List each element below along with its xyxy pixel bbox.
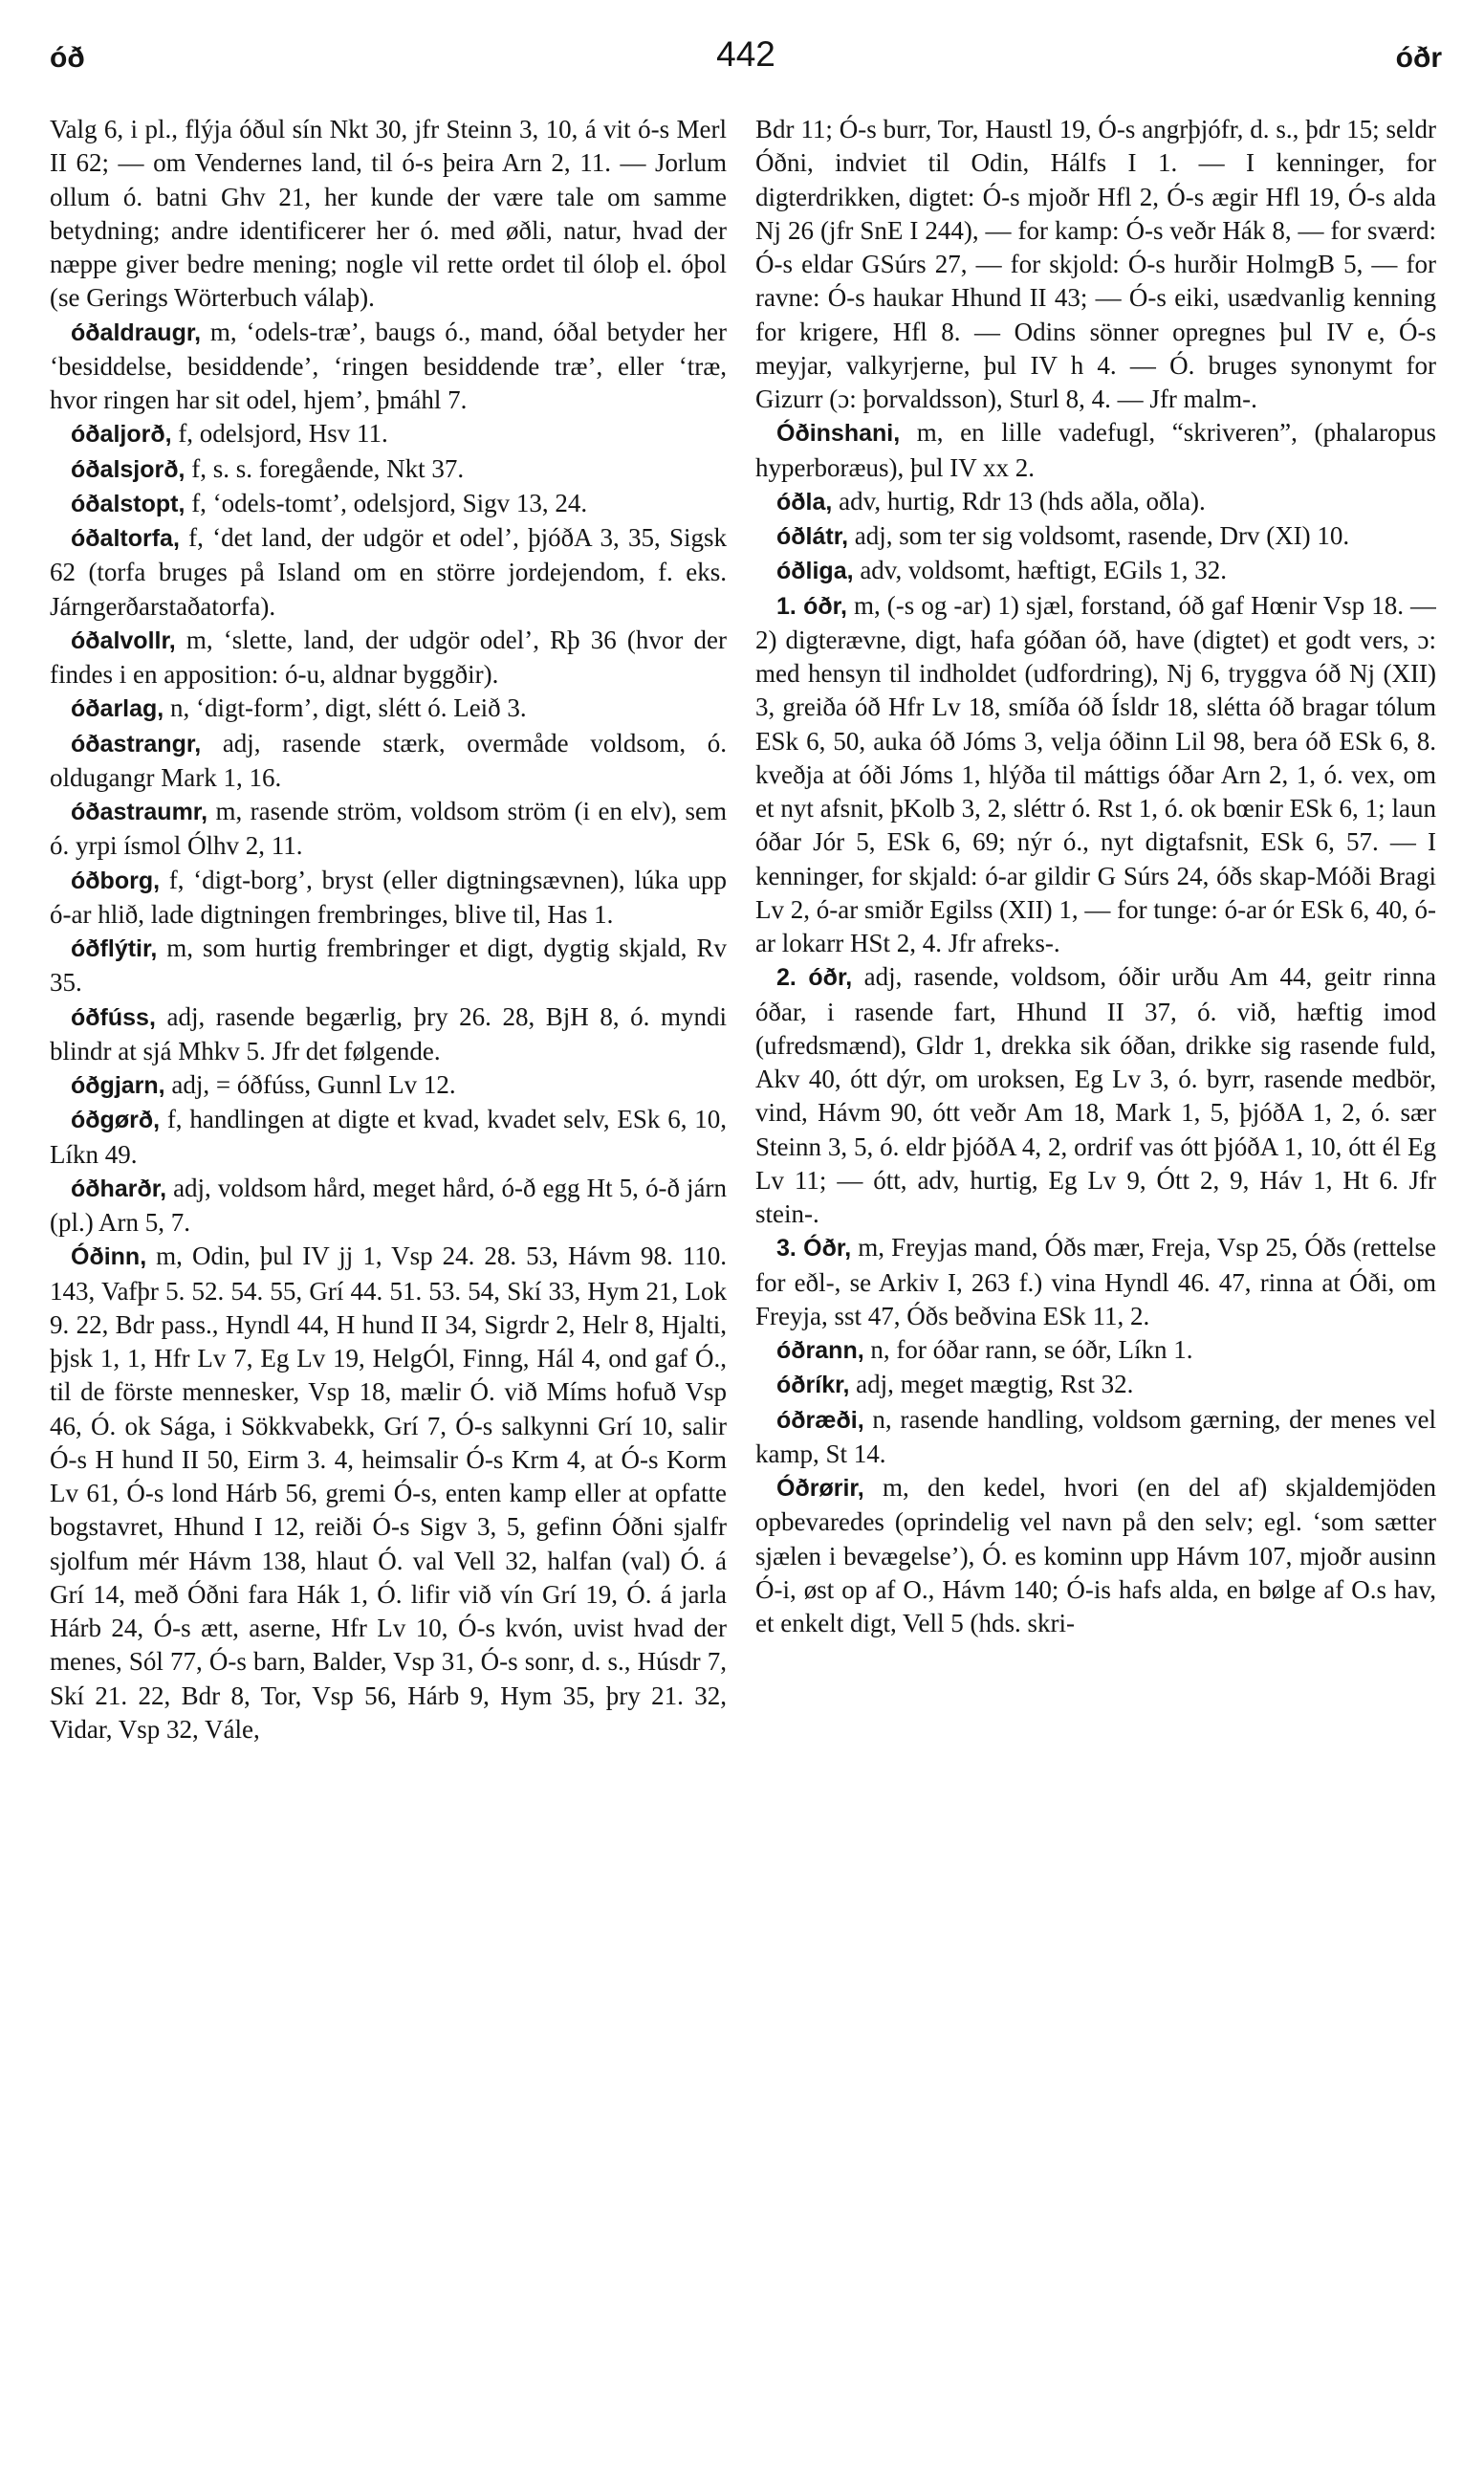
dictionary-entry (50, 932, 727, 1000)
entry-text: adv, hurtig, Rdr 13 (hds aðla, oðla). (832, 486, 1206, 516)
entry-headword: óðfúss, (71, 1003, 156, 1031)
dictionary-entry (755, 960, 1436, 1231)
entry-text: adj, rasende begærlig, þry 26. 28, BjH 8, ó. myndi blindr at sjá Mhkv 5. Jfr det følgende. (50, 1001, 727, 1065)
entry-headword: Óðinshani, (776, 420, 901, 448)
entry-text: n, for óðar rann, se óðr, Líkn 1. (863, 1335, 1193, 1364)
entry-text: m, som hurtig frembringer et digt, dygtig skjald, Rv 35. (50, 933, 727, 998)
entry-headword: óðalstopt, (71, 490, 186, 517)
entry-headword: 3. Óðr, (776, 1235, 852, 1263)
entry-text: adv, voldsomt, hæftigt, EGils 1, 32. (853, 556, 1228, 585)
dictionary-entry (50, 452, 727, 487)
entry-text: adj, rasende stærk, overmåde voldsom, ó. oldugangr Mark 1, 16. (50, 728, 727, 792)
entry-text: adj, voldsom hård, meget hård, ó-ð egg Ht 5, ó-ð járn (pl.) Arn 5, 7. (50, 1173, 727, 1237)
entry-continuation (50, 113, 727, 316)
dictionary-entry (50, 1103, 727, 1172)
dictionary-entry (755, 1231, 1436, 1333)
dictionary-entry (50, 864, 727, 933)
dictionary-entry (50, 1240, 727, 1746)
page-header (50, 29, 1442, 88)
entry-headword: óðaltorfa, (71, 525, 180, 552)
entry-text: adj, som ter sig voldsomt, rasende, Drv (XI) 10. (848, 521, 1350, 550)
dictionary-entry (50, 521, 727, 624)
entry-text: m, en lille vadefugl, “skriveren”, (phalaropus hyperboræus), þul IV xx 2. (755, 418, 1436, 482)
dictionary-entry (50, 1000, 727, 1069)
entry-headword: óðastrangr, (71, 730, 202, 758)
dictionary-entry (50, 1172, 727, 1241)
entry-text: m, Odin, þul IV jj 1, Vsp 24. 28. 53, Hávm 98. 110. 143, Vafþr 5. 52. 54. 55, Grí 44. 51. 53. 54, Skí 33, Hym 21, Lok 9. 22, Bdr pass., Hyndl 44, H hund II 34, Sigrdr 2, Helr 8, Hjalti, þjsk 1, 1, Hfr Lv 7, Eg Lv 19, HelgÓl, Finng, Hál 4, ond gaf Ó., til de förste mennesker, Vsp 18, mælir Ó. við Míms hofuð Vsp 46, Ó. ok Sága, i Sökkvabekk, Grí 7, Ó-s salkynni Grí 10, salir Ó-s H hund II 50, Eirm 3. 4, heimsalir Ó-s Krm 4, at Ó-s Korm Lv 61, Ó-s lond Hárb 56, gremi Ó-s, enten kamp eller at opfatte bogstavret, Hhund I 12, reiði Ó-s Sigv 3, 5, gefinn Óðni sjalfr sjolfum mér Hávm 138, hlaut Ó. val Vell 32, halfan (val) Ó. á Grí 14, með Óðni fara Hák 1, Ó. lifir við vín Grí 19, Ó. á jarla Hárb 24, Ó-s ætt, aserne, Hfr Lv 10, Ó-s kvón, uvist hvad der menes, Sól 77, Ó-s barn, Balder, Vsp 31, Ó-s sonr, d. s., Húsdr 7, Skí 21. 22, Bdr 8, Tor, Vsp 56, Hárb 9, Hym 35, þry 21. 32, Vidar, Vsp 32, Vále, (50, 1241, 727, 1744)
entry-text: n, ‘digt-form’, digt, slétt ó. Leið 3. (164, 693, 527, 723)
entry-headword: 1. óðr, (776, 592, 847, 620)
entry-text: n, rasende handling, voldsom gærning, der menes vel kamp, St 14. (755, 1404, 1436, 1468)
dictionary-entry (50, 316, 727, 418)
entry-headword: óðastraumr, (71, 799, 208, 825)
dictionary-entry (50, 487, 727, 521)
entry-text: adj, rasende, voldsom, óðir urðu Am 44, geitr rinna óðar, i rasende fart, Hhund II 37, ó. við, hæftig imod (ufredsmænd), Gldr 1, drekka sik óðan, drikke sig rasende fuld, Akv 40, ótt dýr, om uroksen, Eg Lv 3, ó. byrr, rasende medbör, vind, Hávm 90, ótt veðr Am 18, Mark 1, 5, þjóðA 1, 2, ó. sær Steinn 3, 5, ó. eldr þjóðA 4, 2, ordrif vas ótt þjóðA 1, 10, ótt él Eg Lv 11; — ótt, adv, hurtig, Eg Lv 9, Ótt 2, 9, Háv 1, Ht 6. Jfr stein-. (755, 962, 1436, 1228)
entry-headword: óðaldraugr, (71, 318, 202, 346)
entry-continuation (755, 113, 1436, 416)
entry-text: m, ‘slette, land, der udgör odel’, Rþ 36 (hvor der findes i en apposition: ó-u, aldnar byggðir). (50, 625, 727, 689)
right-column (755, 113, 1436, 2466)
entry-headword: óðborg, (71, 867, 161, 894)
entry-headword: óðgjarn, (71, 1072, 165, 1099)
dictionary-entry (50, 795, 727, 864)
entry-headword: óðla, (776, 488, 833, 516)
entry-headword: óðríkr, (776, 1372, 850, 1399)
dictionary-entry (755, 1471, 1436, 1640)
entry-headword: óðræði, (776, 1406, 864, 1434)
dictionary-entry (50, 727, 727, 796)
dictionary-entry (755, 1368, 1436, 1402)
entry-headword: óðflýtir, (71, 935, 158, 962)
entry-headword: óðharðr, (71, 1175, 167, 1202)
entry-text: Valg 6, i pl., flýja óðul sín Nkt 30, jfr Steinn 3, 10, á vit ó-s Merl II 62; — om Vendernes land, til ó-s þeira Arn 2, 11. — Jorlum ollum ó. batni Ghv 21, her kunde der være tale om samme betydning; andre identificerer her ó. med øðli, natur, hvad der næppe giver bedre mening; nogle vil rette ordet til óloþ el. óþol (se Gerings Wörterbuch válaþ). (50, 115, 727, 313)
entry-headword: óðlátr, (776, 523, 849, 550)
entry-text: m, (-s og -ar) 1) sjæl, forstand, óð gaf Hœnir Vsp 18. — 2) digterævne, digt, hafa góðan óð, have (digtet) et godt vers, ɔ: med hensyn til indholdet (udfordring), Nj 6, tryggva óð Nj (XII) 3, greiða óð Hfr Lv 18, smíða óð Ísldr 18, slétta óð bragar tólum ESk 6, 50, auka óð Jóms 3, velja óðinn Lil 98, bera óð ESk 6, 8. kveðja at óði Jóms 1, hlýða til máttigs óðar Arn 2, 1, ó. vex, om et nyt afsnit, þKolb 3, 2, sléttr ó. Rst 1, ó. ok bœnir ESk 6, 1; laun óðar Jór 5, ESk 6, 69; nýr ó., nyt digtafsnit, ESk 6, 57. — I kenninger, for skjald: ó-ar gildir G Súrs 24, óðs skap-Móði Bragi Lv 2, ó-ar smiðr Egilss (XII) 1, — for tunge: ó-ar ór ESk 6, 40, ó-ar lokarr HSt 2, 4. Jfr afreks-. (755, 590, 1436, 957)
entry-text: f, s. s. foregående, Nkt 37. (185, 453, 465, 483)
entry-text: f, ‘digt-borg’, bryst (eller digtningsævnen), lúka upp ó-ar hlið, lade digtningen frembringes, blive til, Has 1. (50, 865, 727, 929)
page-number: 442 (716, 34, 775, 74)
entry-text: f, odelsjord, Hsv 11. (171, 419, 388, 449)
entry-headword: óðrann, (776, 1337, 864, 1364)
right-running-headword: óðr (1395, 42, 1442, 74)
dictionary-entry (50, 1068, 727, 1103)
entry-text: f, ‘det land, der udgör et odel’, þjóðA 3, 35, Sigsk 62 (torfa bruges på Island om en större jordejendom, f. eks. Járngerðarstaðatorfa). (50, 523, 727, 621)
entry-text: m, ‘odels-træ’, baugs ó., mand, óðal betyder her ‘besiddelse, besiddende’, ‘ringen besiddende træ’, eller ‘træ, hvor ringen har sit odel, hjem’, þmáhl 7. (50, 317, 727, 414)
entry-headword: óðarlag, (71, 695, 164, 723)
dictionary-entry (755, 554, 1436, 588)
entry-headword: óðaljorð, (71, 421, 172, 449)
left-column (50, 113, 727, 2466)
entry-headword: Óðrørir, (776, 1475, 864, 1502)
dictionary-entry (755, 519, 1436, 554)
entry-headword: óðalsjorð, (71, 455, 186, 483)
dictionary-entry (755, 485, 1436, 519)
entry-text: f, ‘odels-tomt’, odelsjord, Sigv 13, 24. (185, 488, 588, 517)
entry-text: m, rasende ström, voldsom ström (i en elv), sem ó. yrpi ísmol Ólhv 2, 11. (50, 797, 727, 861)
entry-text: Bdr 11; Ó-s burr, Tor, Haustl 19, Ó-s angrþjófr, d. s., þdr 15; seldr Óðni, indviet til Odin, Hálfs I 1. — I kenninger, for digterdrikken, digtet: Ó-s mjoðr Hfl 2, Ó-s ægir Hfl 19, Ó-s alda Nj 26 (jfr SnE I 244), — for kamp: Ó-s veðr Hák 8, — for sværd: Ó-s eldar GSúrs 27, — for skjold: Ó-s hurðir HolmgB 5, — for ravne: Ó-s haukar Hhund II 43; — Ó-s eiki, usædvanlig kenning for krigere, Hfl 8. — Odins sönner opregnes þul IV e, Ó-s meyjar, valkyrjerne, þul IV h 4. — Ó. bruges synonymt for Gizurr (ɔ: þorvaldsson), Sturl 8, 4. — Jfr malm-. (755, 115, 1436, 413)
entry-headword: óðliga, (776, 558, 854, 585)
left-running-headword: óð (50, 42, 85, 74)
entry-headword: 2. óðr, (776, 964, 853, 992)
entry-text: f, handlingen at digte et kvad, kvadet selv, ESk 6, 10, Líkn 49. (50, 1105, 727, 1169)
entry-headword: óðalvollr, (71, 626, 176, 654)
dictionary-entry (755, 589, 1436, 961)
entry-headword: Óðinn, (71, 1243, 147, 1271)
dictionary-entry (50, 624, 727, 692)
dictionary-entry (755, 416, 1436, 485)
entry-text: m, den kedel, hvori (en del af) skjaldemjöden opbevaredes (oprindelig vel navn på den selv; egl. ‘som sætter sjælen i bevægelse’), Ó. es kominn upp Hávm 107, mjoðr ausinn Ó-i, øst op af O., Hávm 140; Ó-is hafs alda, en bølge af O.s hav, et enkelt digt, Vell 5 (hds. skri- (755, 1473, 1436, 1637)
dictionary-entry (50, 417, 727, 451)
dictionary-entry (755, 1333, 1436, 1368)
entry-text: adj, meget mægtig, Rst 32. (849, 1370, 1134, 1399)
entry-text: m, Freyjas mand, Óðs mær, Freja, Vsp 25, Óðs (rettelse for eðl-, se Arkiv I, 263 f.) vina Hyndl 46. 47, rinna at Óði, om Freyja, sst 47, Óðs beðvina ESk 11, 2. (755, 1233, 1436, 1330)
dictionary-entry (50, 692, 727, 726)
dictionary-entry (755, 1403, 1436, 1472)
entry-text: adj, = óðfúss, Gunnl Lv 12. (164, 1070, 456, 1099)
entry-headword: óðgørð, (71, 1107, 161, 1134)
